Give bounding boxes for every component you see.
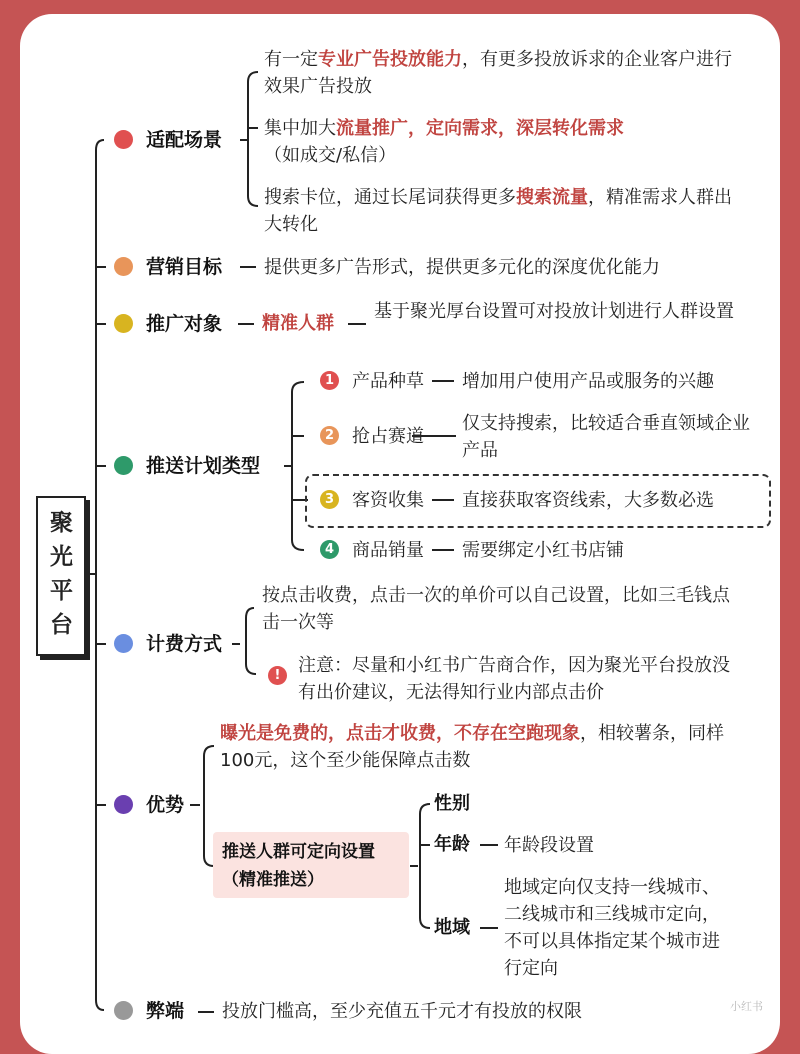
target-dot: [114, 314, 133, 333]
advantage-text-post: ，相较薯条，同样100元，这个至少能保障点击数: [220, 723, 724, 771]
plan-item-1-name: 产品种草: [352, 371, 424, 392]
scene-dot: [114, 130, 133, 149]
target-text: 基于聚光厚台设置可对投放计划进行人群设置: [374, 301, 734, 322]
advantage-dot: [114, 795, 133, 814]
scene-item-2-post: （如成交/私信）: [264, 145, 397, 166]
plan-item-1-desc: 增加用户使用产品或服务的兴趣: [462, 371, 714, 392]
cons-dot: [114, 1001, 133, 1020]
billing-text-1: 按点击收费，点击一次的单价可以自己设置，比如三毛钱点击一次等: [262, 585, 730, 633]
target-mid: 精准人群: [262, 313, 334, 334]
scene-item-1-post: ，有更多投放诉求的企业客户进行效果广告投放: [264, 49, 732, 97]
scene-item-1-bold: 专业广告投放能力: [318, 49, 462, 70]
plan-item-3-name: 客资收集: [352, 490, 424, 511]
scene-item-2: [264, 115, 734, 169]
scene-item-3: [264, 184, 744, 238]
scene-item-1-pre: 有一定: [264, 49, 318, 70]
sub-item-age: 年龄: [434, 834, 470, 855]
plan-item-2-number: 2: [320, 426, 339, 445]
exclamation-icon: !: [268, 666, 287, 685]
root-label: 聚光平台: [50, 510, 73, 638]
scene-item-2-bold: 流量推广，定向需求，深层转化需求: [336, 118, 624, 139]
sub-item-age-desc: 年龄段设置: [504, 835, 594, 856]
billing-text-2: 注意：尽量和小红书广告商合作，因为聚光平台投放没有出价建议，无法得知行业内部点击价: [298, 655, 730, 703]
plan-dot: [114, 456, 133, 475]
billing-dot: [114, 634, 133, 653]
plan-label: 推送计划类型: [146, 455, 261, 477]
cons-label: 弊端: [146, 1000, 185, 1022]
cons-text: 投放门槛高，至少充值五千元才有投放的权限: [222, 1001, 582, 1022]
watermark-logo: 小红书: [730, 1000, 763, 1013]
scene-item-3-pre: 搜索卡位，通过长尾词获得更多: [264, 187, 516, 208]
goal-dot: [114, 257, 133, 276]
sub-item-region-desc: 地域定向仅支持一线城市、二线城市和三线城市定向，不可以具体指定某个城市进行定向: [504, 877, 720, 979]
scene-label: 适配场景: [146, 129, 223, 151]
advantage-text: [220, 720, 750, 774]
scene-item-2-pre: 集中加大: [264, 118, 336, 139]
goal-text: 提供更多广告形式，提供更多元化的深度优化能力: [264, 257, 660, 278]
plan-item-2-name: 抢占赛道: [352, 426, 424, 447]
plan-item-2-desc: 仅支持搜索，比较适合垂直领域企业产品: [462, 413, 750, 461]
advantage-text-bold: 曝光是免费的，点击才收费，不存在空跑现象: [220, 723, 580, 744]
root-node: [36, 496, 86, 656]
plan-item-3-desc: 直接获取客资线索，大多数必选: [462, 490, 714, 511]
advantage-label: 优势: [146, 794, 185, 816]
plan-item-4-number: 4: [320, 540, 339, 559]
plan-item-3-number: 3: [320, 490, 339, 509]
scene-item-3-bold: 搜索流量: [516, 187, 588, 208]
targeting-label: 推送人群可定向设置（精准推送）: [222, 842, 375, 890]
plan-item-4-desc: 需要绑定小红书店铺: [462, 540, 624, 561]
plan-item-4-name: 商品销量: [352, 540, 424, 561]
target-label: 推广对象: [146, 313, 223, 335]
scene-item-1: [264, 46, 744, 100]
billing-label: 计费方式: [146, 633, 223, 655]
goal-label: 营销目标: [146, 256, 223, 278]
sub-item-gender: 性别: [434, 793, 470, 814]
sub-item-region: 地域: [434, 917, 470, 938]
scene-item-3-post: ，精准需求人群出大转化: [264, 187, 732, 235]
plan-item-1-number: 1: [320, 371, 339, 390]
